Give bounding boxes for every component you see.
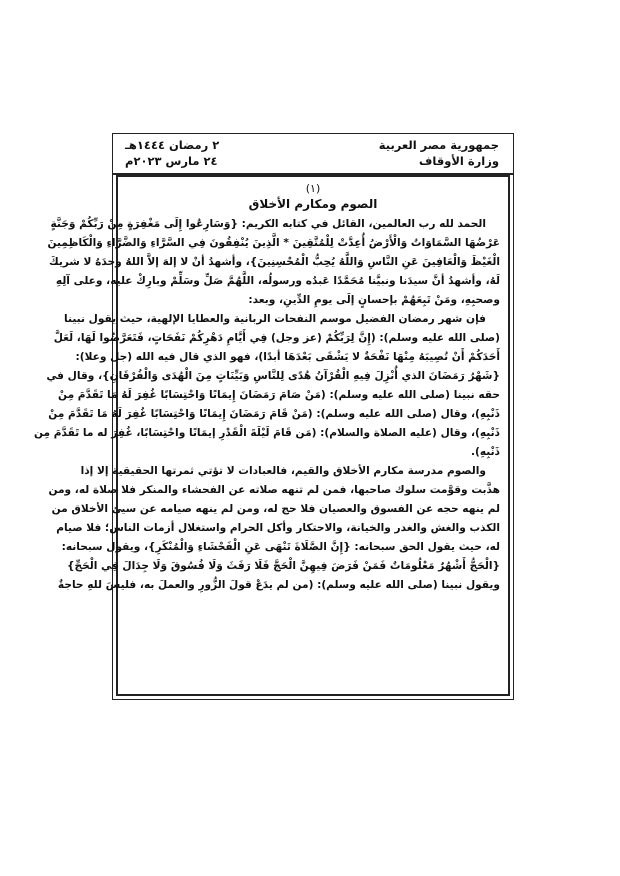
document-frame bbox=[33, 133, 514, 700]
text-line: عَرْضُهَا السَّمَاوَاتُ وَالْأَرْضُ أُعِدَّتْ لِلْمُتَّقِينَ * الَّذِينَ يُنْفِقُونَ فِي السَّرَّاءِ وَالضَّرَّاءِ وَالْكَاظِمِينَ bbox=[47, 237, 500, 249]
text-line: والصوم مدرسة مكارم الأخلاق والقيم، فالعبادات لا تؤتي ثمرتها الحقيقية إلا إذا bbox=[80, 465, 486, 477]
text-line: لم ينهه حجه عن الفسوق والعصيان فلا حج له، ومن لم ينهه صيامه عن سيئ الأخلاق من bbox=[51, 503, 500, 515]
text-line: ذَنْبِهِ)، وقال (صلى الله عليه وسلم): (مَنْ قَامَ رَمَضَانَ إِيمَانًا وَاحْتِسَابًا غُفِرَ لَهُ مَا تَقَدَّمَ مِنْ bbox=[48, 408, 500, 420]
hijri-date: ٢ رمضان ١٤٤٤هـ bbox=[125, 138, 220, 152]
text-line: فإن شهر رمضان الفضيل موسم النفحات الربانية والعطايا الإلهية، حيث يقول نبينا bbox=[64, 313, 486, 325]
text-line: له، حيث يقول الحق سبحانه: {إِنَّ الصَّلَاةَ تَنْهَى عَنِ الْفَحْشَاءِ وَالْمُنْكَرِ}، ويقول سبحانه: bbox=[61, 541, 500, 553]
text-line: لَهُ، وأشهدُ أنَّ سيدَنا ونبيَّنا مُحَمَّدًا عَبدُه ورسولُه، اللَّهُمَّ صَلِّ وسَلِّمْ وبارِكْ عليه، وعلى آلِهِ bbox=[55, 275, 500, 287]
sermon-body bbox=[33, 175, 510, 696]
gregorian-date: ٢٤ مارس ٢٠٢٣م bbox=[125, 154, 218, 168]
text-line: هذَّبت وقوَّمت سلوك صاحبها، فمن لم تنهه صلاته عن الفحشاء والمنكر فلا صلاة له، ومن bbox=[48, 484, 500, 496]
text-line: أَحَدَكُمْ أَنْ تُصِيبَهُ مِنْهَا نَفْحَةٌ لا يَشْقَى بَعْدَهَا أبدًا)، فهو الذي قال فيه الله (جل وعلا): bbox=[75, 351, 500, 363]
text-line: وصحبِهِ، ومَنْ تَبِعَهُمْ بإحسانٍ إلَى يومِ الدِّينِ، وبعد: bbox=[248, 294, 500, 306]
sermon-text bbox=[33, 215, 500, 595]
text-line: ذَنْبِهِ). bbox=[470, 446, 500, 458]
text-line: حقه نبينا (صلى الله عليه وسلم): (مَنْ صَامَ رَمَضَانَ إِيمَانًا وَاحْتِسَابًا غُفِرَ لَهُ مَا تَقَدَّمَ مِنْ bbox=[58, 389, 500, 401]
ministry-name: وزارة الأوقاف bbox=[419, 154, 499, 168]
text-line: (صلى الله عليه وسلم): (إِنَّ لِرَبِّكُمْ (عز وجل) فِي أَيَّامِ دَهْرِكُمْ نَفَحَاتٍ، فَتَعَرَّضُوا لَهَا، لَعَلَّ bbox=[53, 332, 500, 344]
text-line: الكذب والغش والغدر والخيانة، والاحتكار وأكل الحرام واستغلال أزمات الناس؛ فلا صيام bbox=[56, 522, 500, 534]
country-name: جمهورية مصر العربية bbox=[378, 138, 499, 152]
sermon-title: الصوم ومكارم الأخلاق bbox=[248, 197, 378, 211]
text-line: الحمد لله رب العالمين، القائل في كتابه الكريم: {وَسَارِعُوا إِلَى مَغْفِرَةٍ مِنْ رَبِّكُمْ وَجَنَّةٍ bbox=[50, 218, 486, 230]
sermon-number: (١) bbox=[305, 182, 321, 195]
document-header bbox=[113, 134, 513, 175]
text-line: الْغَيْظَ وَالْعَافِينَ عَنِ النَّاسِ وَاللَّهُ يُحِبُّ الْمُحْسِنِينَ}، وأشهدُ أنْ لا إلهَ إلاَّ اللهُ وحدَهُ لا شريكَ bbox=[48, 256, 500, 268]
text-line: ذَنْبِهِ)، وقال (عليه الصلاة والسلام): (مَن قَامَ لَيْلَةَ الْقَدْرِ إيمَانًا واحْتِسَابًا، غُفِرَ له ما تَقَدَّمَ مِن bbox=[33, 427, 500, 439]
text-line: {الْحَجُّ أَشْهُرٌ مَعْلُومَاتٌ فَمَنْ فَرَضَ فِيهِنَّ الْحَجَّ فَلَا رَفَثَ وَلَا فُسُوقَ وَلَا جِدَالَ فِي الْحَجِّ} bbox=[66, 560, 500, 572]
text-line: ويقول نبينا (صلى الله عليه وسلم): (من لم يدَعْ قولَ الزُّورِ والعملَ به، فليسَ للهِ حاجةٌ bbox=[57, 579, 500, 591]
text-line: {شَهْرُ رَمَضَانَ الذي أُنْزِلَ فِيهِ الْقُرْآنُ هُدًى لِلنَّاسِ وَبَيِّنَاتٍ مِنَ الْهُدَى وَالْفُرْقَانِ}، وقال في bbox=[46, 370, 500, 382]
